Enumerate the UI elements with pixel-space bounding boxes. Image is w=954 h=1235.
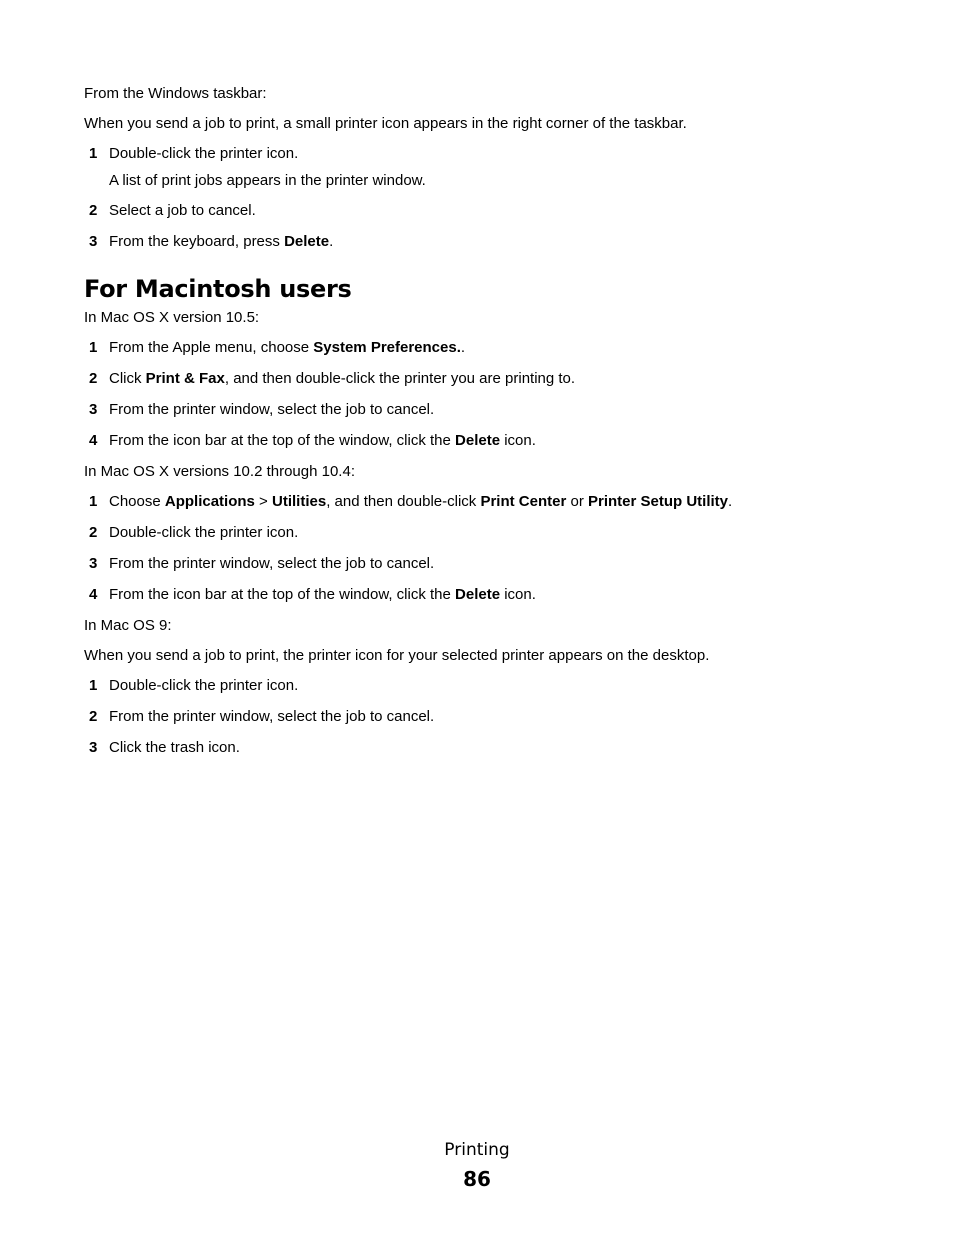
step-number: 1 [89, 339, 98, 356]
step-text: Click the trash icon. [109, 739, 240, 756]
bold-term: System Preferences. [313, 339, 461, 356]
bold-term: Printer Setup Utility [588, 493, 729, 510]
bold-term: Print & Fax [145, 370, 225, 387]
windows-step-2 [84, 201, 884, 221]
step-number: 1 [89, 677, 98, 694]
step-text: From the keyboard, press Delete. [109, 233, 334, 250]
page-content [84, 84, 884, 769]
step-text: Select a job to cancel. [109, 202, 256, 219]
bold-term: Utilities [272, 493, 327, 510]
step-text: From the icon bar at the top of the window, click the Delete icon. [109, 586, 536, 603]
step-number: 1 [89, 493, 98, 510]
step-text: From the printer window, select the job to cancel. [109, 708, 435, 725]
mac-os9-step-3 [84, 738, 884, 758]
mac-os9-intro: In Mac OS 9: [84, 617, 172, 634]
step-number: 2 [89, 370, 98, 387]
step-text: From the printer window, select the job to cancel. [109, 555, 435, 572]
mac-105-step-4 [84, 431, 884, 451]
windows-description: When you send a job to print, a small printer icon appears in the right corner of the taskbar. [84, 115, 687, 132]
bold-term: Print Center [480, 493, 567, 510]
mac-105-step-3 [84, 400, 884, 420]
mac-102-104-step-3 [84, 554, 884, 574]
mac-105-step-2 [84, 369, 884, 389]
footer-page-number: 86 [463, 1167, 491, 1191]
bold-term: Delete [455, 432, 501, 449]
mac-os9-description: When you send a job to print, the printer icon for your selected printer appears on the desktop. [84, 647, 710, 664]
bold-term: Delete [455, 586, 501, 603]
windows-step-3 [84, 232, 884, 252]
mac-105-step-1 [84, 338, 884, 358]
step-text: From the icon bar at the top of the window, click the Delete icon. [109, 432, 536, 449]
mac-102-104-step-1 [84, 492, 884, 512]
step-number: 4 [89, 432, 98, 449]
mac-102-104-intro: In Mac OS X versions 10.2 through 10.4: [84, 463, 355, 480]
bold-term: Delete [284, 233, 330, 250]
step-text: Double-click the printer icon. [109, 677, 299, 694]
step-number: 1 [89, 145, 98, 162]
mac-105-intro: In Mac OS X version 10.5: [84, 309, 260, 326]
windows-step-1 [84, 144, 884, 164]
step-number: 3 [89, 555, 98, 572]
footer-section-label: Printing [444, 1140, 510, 1160]
step-number: 3 [89, 233, 98, 250]
step-number: 2 [89, 708, 98, 725]
step-text: Double-click the printer icon. [109, 145, 299, 162]
mac-heading: For Macintosh users [84, 275, 352, 303]
mac-os9-step-2 [84, 707, 884, 727]
step-text: From the printer window, select the job to cancel. [109, 401, 435, 418]
step-text: Choose Applications > Utilities, and then double-click Print Center or Printer Setup Utility. [109, 493, 733, 510]
step-number: 2 [89, 202, 98, 219]
bold-term: Applications [164, 493, 255, 510]
windows-step-1-note: A list of print jobs appears in the printer window. [109, 172, 426, 189]
step-number: 3 [89, 401, 98, 418]
step-number: 4 [89, 586, 98, 603]
mac-102-104-step-2 [84, 523, 884, 543]
step-text: From the Apple menu, choose System Preferences.. [109, 339, 466, 356]
mac-os9-step-1 [84, 676, 884, 696]
step-text: Double-click the printer icon. [109, 524, 299, 541]
windows-intro: From the Windows taskbar: [84, 85, 267, 102]
step-number: 2 [89, 524, 98, 541]
step-number: 3 [89, 739, 98, 756]
step-text: Click Print & Fax, and then double-click the printer you are printing to. [109, 370, 576, 387]
mac-102-104-step-4 [84, 585, 884, 605]
